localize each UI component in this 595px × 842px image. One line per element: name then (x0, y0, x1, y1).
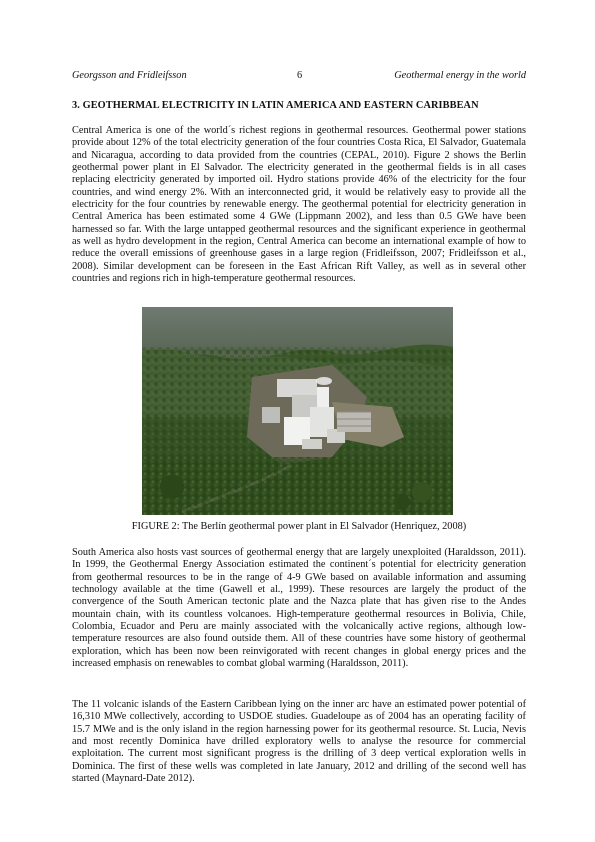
section-heading: 3. GEOTHERMAL ELECTRICITY IN LATIN AMERICA AND EASTERN CARIBBEAN (72, 100, 479, 111)
header-authors: Georgsson and Fridleifsson (72, 70, 187, 81)
figure-photo-berlin-plant (142, 307, 453, 515)
aerial-photo-power-plant (142, 307, 453, 515)
header-page-number: 6 (297, 70, 303, 81)
header-running-title: Geothermal energy in the world (394, 70, 526, 81)
figure-caption: FIGURE 2: The Berlín geothermal power plant in El Salvador (Henriquez, 2008) (131, 521, 467, 532)
paragraph-central-america: Central America is one of the world´s richest regions in geothermal resources. Geothermal power stations provide about 12% of the total electricity generation of the four countries Costa Rica, El Salvador, Guatemala and Nicaragua, according to data provided from the countries (CEPAL, 2010). Figure 2 shows the Berlin geothermal power plant in El Salvador. The electricity generated in the geothermal fields is in all cases replacing electricity generated by imported oil. Hydro stations provide 46% of the electricity for the four countries, and wind energy 2%. With an interconnected grid, it would be relatively easy to provide all the electricity for the four countries by renewable energy. The geothermal potential for electricity generation in Central America has been estimated some 4 GWe (Lippmann 2002), and less than 0.5 GWe have been harnessed so far. With the large untapped geothermal resources and the significant experience in geothermal as well as hydro development in the region, Central America can become an international example of how to reduce the overall emissions of greenhouse gases in a large region (Fridleifsson, 2007; Fridleifsson et al., 2008). Similar development can be foreseen in the East African Rift Valley, as well as in several other countries and regions rich in high-temperature geothermal resources. (72, 125, 526, 285)
running-header (72, 70, 526, 84)
paragraph-eastern-caribbean: The 11 volcanic islands of the Eastern Caribbean lying on the inner arc have an estimated power potential of 16,310 MWe collectively, according to USDOE studies. Guadeloupe as of 2004 has an operating facility of 15.7 MWe and is the only island in the region harnessing power for its geothermal resource. St. Lucia, Nevis and most recently Dominica have drilled exploratory wells to analyse the resource for commercial exploitation. The current most significant progress is the drilling of 3 deep vertical exploration wells in Dominica. The first of these wells was completed in late January, 2012 and drilling of the second well has started (Maynard-Date 2012). (72, 699, 526, 785)
paragraph-south-america: South America also hosts vast sources of geothermal energy that are largely unexploited (Haraldsson, 2011). In 1999, the Geothermal Energy Association estimated the continent´s potential for electricity generation from geothermal resources to be in the range of 4-9 GWe based on available information and assuming technology available at the time (Gawell et al., 1999). These resources are largely the product of the convergence of the South American tectonic plate and the Nazca plate that has given rise to the Andes mountain chain, with its countless volcanoes. High-temperature geothermal resources in Bolivia, Chile, Colombia, Ecuador and Peru are mainly associated with the volcanically active regions, although low-temperature resources are also found outside them. All of these countries have some history of geothermal exploration, which has been now been reinvigorated with recent changes in global energy prices and the increased emphasis on renewables to combat global warming (Haraldsson, 2011). (72, 547, 526, 670)
